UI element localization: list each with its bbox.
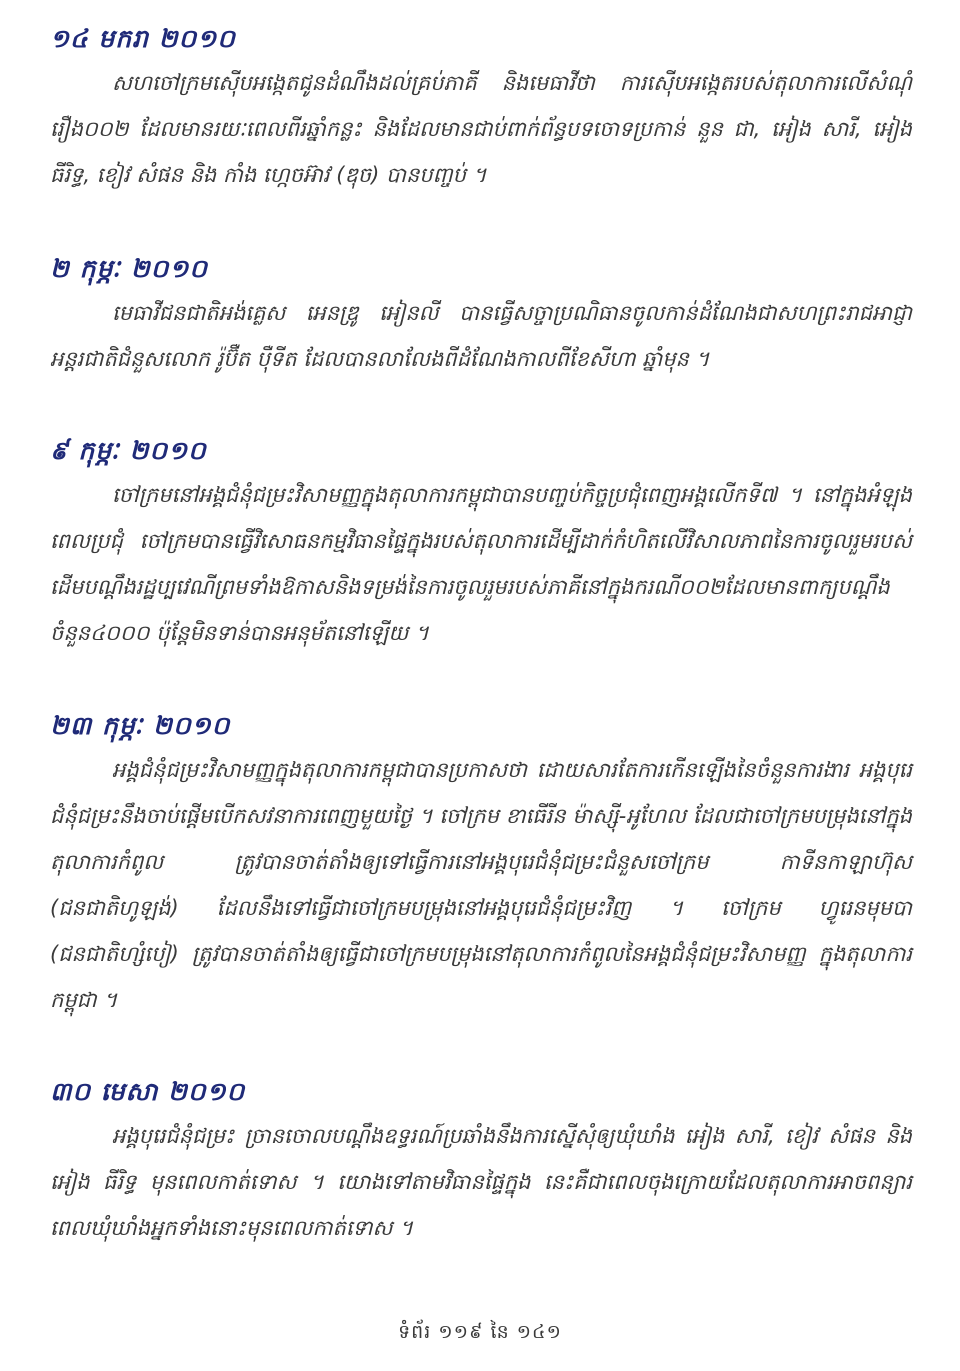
entry-text: សហចៅក្រមស៊ើបអង្កេតជូនដំណឹងដល់គ្រប់ភាគី និងមេធាវីថា ការស៊ើបអង្កេតរបស់តុលាការលើសំណុំរឿង០០២ ដែលមានរយៈពេលពីរឆ្នាំកន្លះ និងដែលមានជាប់ពាក់ព័ន្ធបទចោទប្រកាន់ នួន ជា, អៀង សារី, អៀង ធីរិទ្ធ, ខៀវ សំផន និង កាំង ហ្កេចអ៊ាវ (ឌុច) បានបញ្ចប់ ។: [50, 71, 912, 187]
entry-text: អង្គបុរេជំនុំជម្រះ ច្រានចោលបណ្តឹងឧទ្ធរណ៍ប្រឆាំងនឹងការស្នើសុំឲ្យឃុំឃាំង អៀង សារី, ខៀវ សំផន និង អៀង ធីរិទ្ធ មុនពេលកាត់ទោស ។ យោងទៅតាមវិធានផ្ទៃក្នុង នេះគឺជាពេលចុងក្រោយដែលតុលាការអាចពន្យារពេលឃុំឃាំងអ្នកទាំងនោះមុនពេលកាត់ទោស ។: [50, 1124, 912, 1240]
timeline-entry: [50, 1075, 912, 1251]
entry-text: ចៅក្រមនៅអង្គជំនុំជម្រះវិសាមញ្ញក្នុងតុលាការកម្ពុជាបានបញ្ចប់កិច្ចប្រជុំពេញអង្គលើកទី៧ ។ នៅក្នុងអំឡុងពេលប្រជុំ ចៅក្រមបានធ្វើវិសោធនកម្មវិធានផ្ទៃក្នុងរបស់តុលាការដើម្បីដាក់កំហិតលើវិសាលភាពនៃការចូលរួមរបស់ដើមបណ្តឹងរដ្ឋប្បវេណីព្រមទាំងឱកាសនិងទម្រង់នៃការចូលរួមរបស់ភាគីនៅក្នុងករណី០០២ដែលមានពាក្យបណ្តឹងចំនួន៤០០០ ប៉ុន្តែមិនទាន់បានអនុម័តនៅឡើយ ។: [50, 483, 912, 645]
entry-text: មេធាវីជនជាតិអង់គ្លេស អេនឌ្រូ អៀនលី បានធ្វើសច្ចាប្រណិធានចូលកាន់ដំណែងជាសហព្រះរាជអាជ្ញាអន្តរជាតិជំនួសលោក រ៉ូប៊ឺត ប៉ឺទីត ដែលបានលាលែងពីដំណែងកាលពីខែសីហា ឆ្នាំមុន ។: [50, 301, 912, 371]
entry-date: ១៤ មករា ២០១០: [50, 24, 236, 53]
entry-date: ៣០ មេសា ២០១០: [50, 1077, 246, 1106]
page-number: ទំព័រ ១១៩ នៃ ១៤១: [398, 1321, 562, 1343]
entry-date: ៩ កុម្ភៈ ២០១០: [50, 436, 207, 465]
timeline-entry: [50, 22, 912, 198]
entry-date: ២ កុម្ភៈ ២០១០: [50, 254, 208, 283]
entry-date: ២៣ កុម្ភៈ ២០១០: [50, 711, 231, 740]
timeline-entry: [50, 709, 912, 1023]
entry-text: អង្គជំនុំជម្រះវិសាមញ្ញក្នុងតុលាការកម្ពុជាបានប្រកាសថា ដោយសារតែការកើនឡើងនៃចំនួនការងារ អង្គបុរេជំនុំជម្រះនឹងចាប់ផ្តើមបើកសវនាការពេញមួយថ្ងៃ ។ ចៅក្រម ខាធើរីន ម៉ាស្ស៊ី-អូហែល ដែលជាចៅក្រមបម្រុងនៅក្នុងតុលាការកំពូល ត្រូវបានចាត់តាំងឲ្យទៅធ្វើការនៅអង្គបុរេជំនុំជម្រះជំនួសចៅក្រម កាទីនកាឡាហ៊ុស (ជនជាតិហូឡង់) ដែលនឹងទៅធ្វើជាចៅក្រមបម្រុងនៅអង្គបុរេជំនុំជម្រះវិញ ។ ចៅក្រម ហ្វូរេនមុមបា (ជនជាតិហ្សំបៀ) ត្រូវបានចាត់តាំងឲ្យធ្វើជាចៅក្រមបម្រុងនៅតុលាការកំពូលនៃអង្គជំនុំជម្រះវិសាមញ្ញ ក្នុងតុលាការកម្ពុជា ។: [50, 758, 912, 1012]
timeline-entry: [50, 434, 912, 656]
timeline-entry: [50, 252, 912, 382]
